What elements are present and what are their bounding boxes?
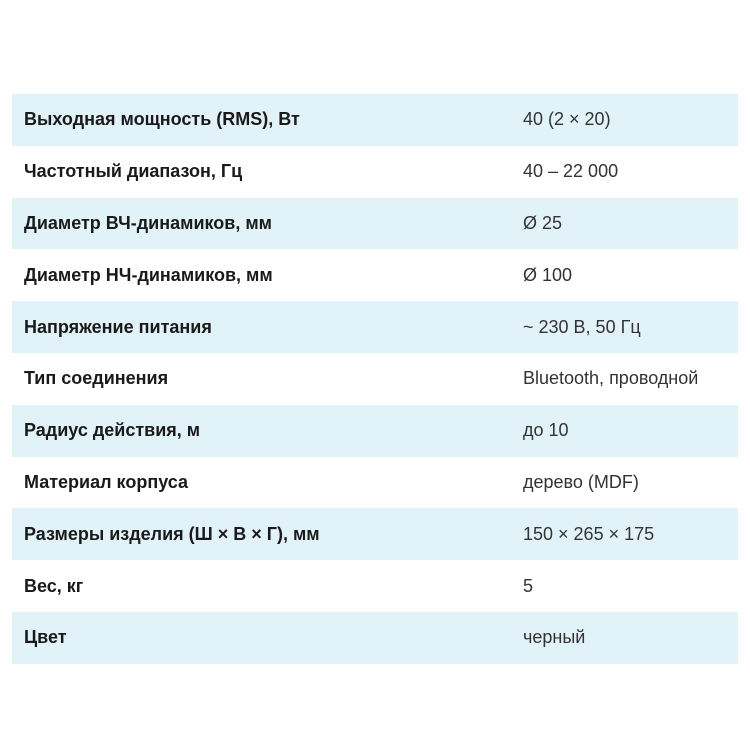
spec-label: Напряжение питания xyxy=(24,316,212,337)
spec-value: 150 × 265 × 175 xyxy=(523,523,655,544)
spec-label: Радиус действия, м xyxy=(24,420,201,441)
spec-value: ~ 230 В, 50 Гц xyxy=(523,316,641,337)
spec-value: 40 – 22 000 xyxy=(523,161,619,182)
spec-value: Bluetooth, проводной xyxy=(523,368,699,389)
spec-row-range xyxy=(12,405,738,457)
spec-value: Ø 25 xyxy=(523,212,563,233)
spec-value: до 10 xyxy=(523,420,569,441)
spec-value: 40 (2 × 20) xyxy=(523,109,611,130)
spec-value: черный xyxy=(523,627,586,648)
spec-row-woofer-diameter xyxy=(12,249,738,301)
spec-row-output-power xyxy=(12,94,738,146)
spec-row-weight xyxy=(12,560,738,612)
spec-row-dimensions xyxy=(12,508,738,560)
spec-value: 5 xyxy=(523,575,534,596)
spec-label: Диаметр ВЧ-динамиков, мм xyxy=(24,212,272,233)
spec-label: Цвет xyxy=(24,627,67,648)
spec-label: Диаметр НЧ-динамиков, мм xyxy=(24,264,273,285)
spec-row-supply-voltage xyxy=(12,301,738,353)
spec-label: Выходная мощность (RMS), Вт xyxy=(24,109,300,130)
spec-table xyxy=(12,94,738,664)
spec-value: дерево (MDF) xyxy=(523,471,639,492)
spec-label: Материал корпуса xyxy=(24,471,188,492)
spec-row-tweeter-diameter xyxy=(12,198,738,250)
spec-label: Вес, кг xyxy=(24,575,84,596)
spec-row-color xyxy=(12,612,738,664)
spec-row-connection-type xyxy=(12,353,738,405)
spec-row-body-material xyxy=(12,457,738,509)
spec-value: Ø 100 xyxy=(523,264,573,285)
spec-label: Тип соединения xyxy=(24,368,169,389)
spec-label: Размеры изделия (Ш × В × Г), мм xyxy=(24,523,320,544)
spec-label: Частотный диапазон, Гц xyxy=(24,161,243,182)
spec-row-frequency-range xyxy=(12,146,738,198)
